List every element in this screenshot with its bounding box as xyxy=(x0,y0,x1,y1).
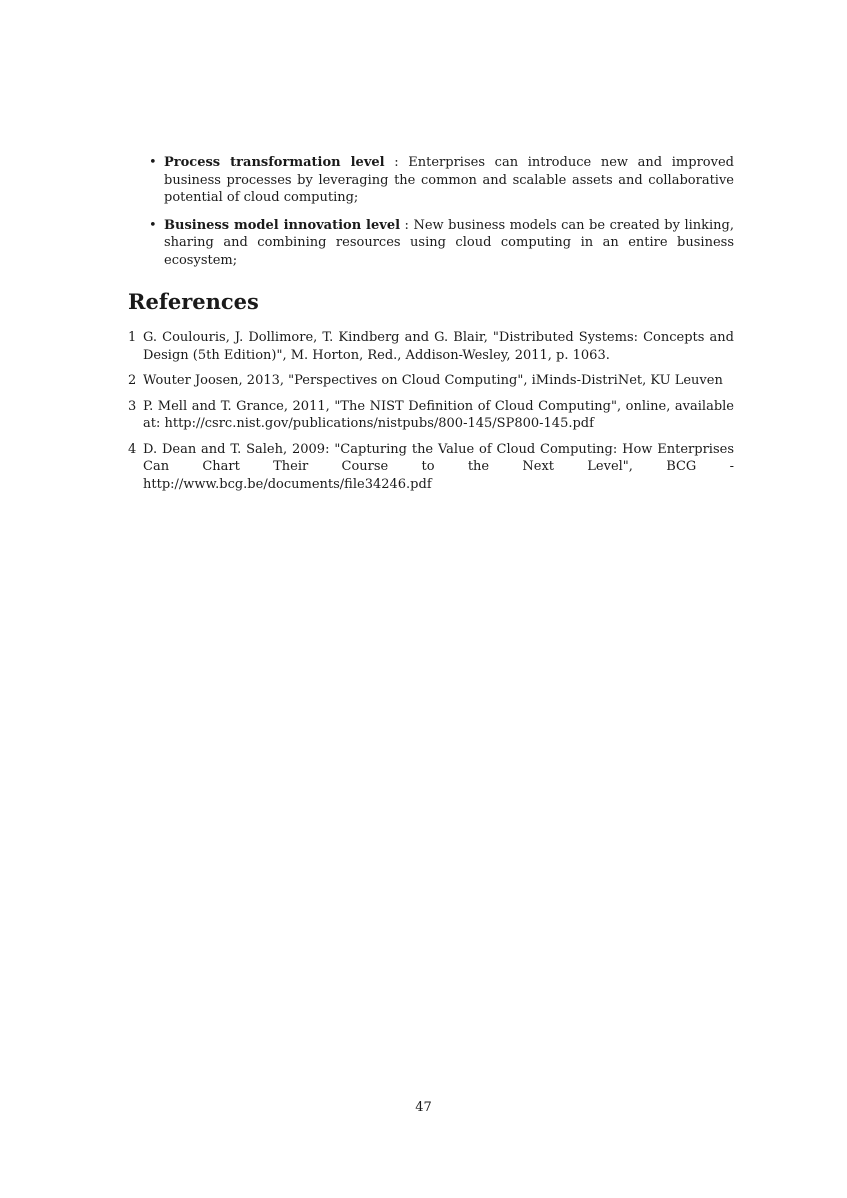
reference-number: 3 xyxy=(128,398,137,414)
reference-number: 4 xyxy=(128,441,137,457)
bullet-separator: : xyxy=(384,155,409,170)
bullet-marker: • xyxy=(149,155,157,170)
page-number: 47 xyxy=(415,1100,432,1115)
bullet-term: Business model innovation level xyxy=(164,217,401,233)
references-heading: References xyxy=(128,289,259,314)
reference-text: G. Coulouris, J. Dollimore, T. Kindberg and G. Blair, "Distributed Systems: Concepts and Design (5th Edition)", M. Horton, Red., Addison-Wesley, 2011, p. 1063. xyxy=(143,330,734,363)
bullet-item-process-transformation xyxy=(146,154,734,207)
bullet-term: Process transformation level xyxy=(164,155,385,170)
bullet-list xyxy=(146,154,734,269)
bullet-text: Enterprises can introduce new and improved business processes by leveraging the common and scalable assets and collaborative potential of cloud computing; xyxy=(164,155,734,205)
reference-number: 2 xyxy=(128,373,137,388)
reference-text: P. Mell and T. Grance, 2011, "The NIST Definition of Cloud Computing", online, available at: http://csrc.nist.gov/publications/nistpubs/800-145/SP800-145.pdf xyxy=(143,398,734,431)
bullet-text: New business models can be created by linking, sharing and combining resources using cloud computing in an entire business ecosystem; xyxy=(164,217,735,268)
reference-text: D. Dean and T. Saleh, 2009: "Capturing the Value of Cloud Computing: How Enterprises Can Chart Their Course to the Next Level", BCG -http://www.bcg.be/documents/file34246.pdf xyxy=(143,441,734,492)
page-content xyxy=(128,154,734,501)
reference-number: 1 xyxy=(128,330,137,345)
reference-item xyxy=(128,372,734,390)
bullet-marker: • xyxy=(149,217,157,233)
bullet-separator: : xyxy=(400,217,414,233)
reference-item xyxy=(128,398,734,433)
bullet-item-business-model xyxy=(146,217,734,270)
references-list xyxy=(128,329,734,493)
reference-text: Wouter Joosen, 2013, "Perspectives on Cloud Computing", iMinds-DistriNet, KU Leuven xyxy=(143,373,723,388)
reference-item xyxy=(128,329,734,364)
reference-item xyxy=(128,441,734,494)
